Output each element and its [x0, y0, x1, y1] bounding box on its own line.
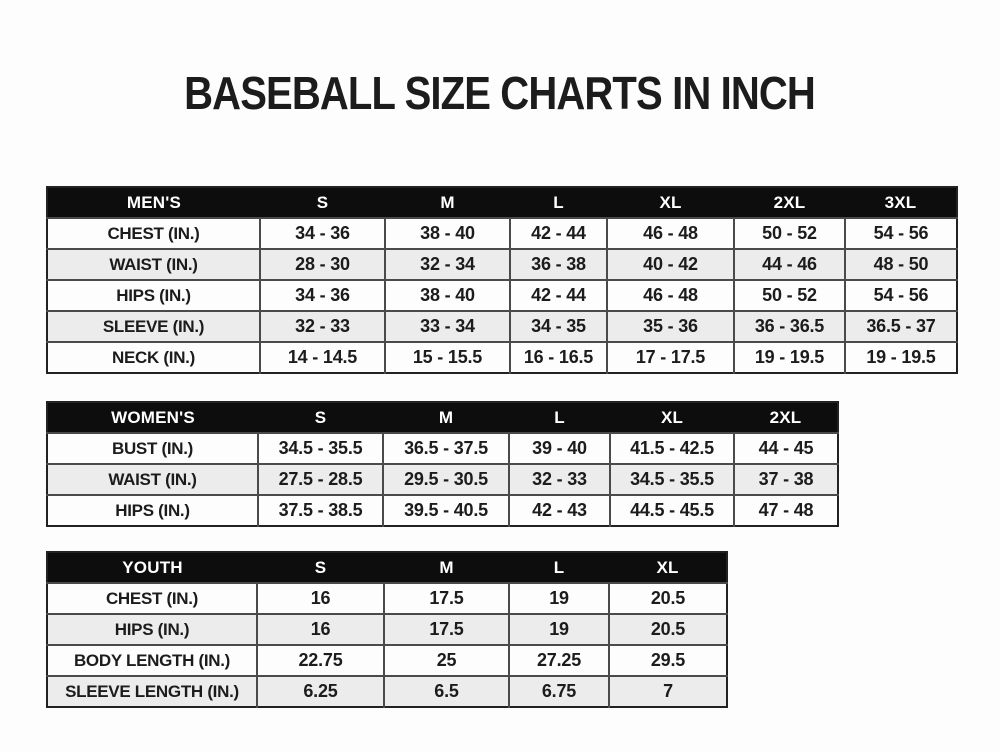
- cell: 6.25: [257, 676, 384, 707]
- cell: 19: [509, 614, 609, 645]
- womens-col-header-xl: XL: [610, 402, 734, 433]
- table-row: [47, 218, 957, 249]
- table-row: [47, 311, 957, 342]
- cell: 17 - 17.5: [607, 342, 734, 373]
- row-label: HIPS (IN.): [47, 495, 258, 526]
- womens-col-header-l: L: [509, 402, 610, 433]
- cell: 36 - 38: [510, 249, 607, 280]
- cell: 34.5 - 35.5: [610, 464, 734, 495]
- cell: 39 - 40: [509, 433, 610, 464]
- cell: 15 - 15.5: [385, 342, 510, 373]
- cell: 28 - 30: [260, 249, 385, 280]
- cell: 44 - 45: [734, 433, 838, 464]
- cell: 34.5 - 35.5: [258, 433, 383, 464]
- cell: 19 - 19.5: [734, 342, 845, 373]
- table-row: [47, 249, 957, 280]
- cell: 37.5 - 38.5: [258, 495, 383, 526]
- youth-col-header-xl: XL: [609, 552, 727, 583]
- cell: 44.5 - 45.5: [610, 495, 734, 526]
- cell: 38 - 40: [385, 218, 510, 249]
- cell: 17.5: [384, 614, 509, 645]
- row-label: SLEEVE LENGTH (IN.): [47, 676, 257, 707]
- cell: 46 - 48: [607, 218, 734, 249]
- cell: 19: [509, 583, 609, 614]
- cell: 29.5: [609, 645, 727, 676]
- page-title: BASEBALL SIZE CHARTS IN INCH: [184, 67, 816, 119]
- cell: 34 - 36: [260, 280, 385, 311]
- cell: 20.5: [609, 583, 727, 614]
- mens-col-header-s: S: [260, 187, 385, 218]
- row-label: BODY LENGTH (IN.): [47, 645, 257, 676]
- cell: 35 - 36: [607, 311, 734, 342]
- mens-col-header-2xl: 2XL: [734, 187, 845, 218]
- mens-col-header-xl: XL: [607, 187, 734, 218]
- cell: 6.5: [384, 676, 509, 707]
- mens-size-table: [46, 186, 958, 374]
- cell: 25: [384, 645, 509, 676]
- cell: 50 - 52: [734, 218, 845, 249]
- cell: 16 - 16.5: [510, 342, 607, 373]
- cell: 37 - 38: [734, 464, 838, 495]
- row-label: SLEEVE (IN.): [47, 311, 260, 342]
- cell: 34 - 36: [260, 218, 385, 249]
- cell: 32 - 33: [509, 464, 610, 495]
- womens-col-header-2xl: 2XL: [734, 402, 838, 433]
- row-label: WAIST (IN.): [47, 249, 260, 280]
- cell: 27.25: [509, 645, 609, 676]
- youth-header-row: [47, 552, 727, 583]
- table-row: [47, 464, 838, 495]
- cell: 16: [257, 614, 384, 645]
- cell: 47 - 48: [734, 495, 838, 526]
- table-row: [47, 676, 727, 707]
- youth-col-header-s: S: [257, 552, 384, 583]
- cell: 36.5 - 37: [845, 311, 957, 342]
- cell: 36 - 36.5: [734, 311, 845, 342]
- row-label: CHEST (IN.): [47, 583, 257, 614]
- womens-header-row: [47, 402, 838, 433]
- cell: 27.5 - 28.5: [258, 464, 383, 495]
- womens-col-header-s: S: [258, 402, 383, 433]
- cell: 29.5 - 30.5: [383, 464, 509, 495]
- cell: 19 - 19.5: [845, 342, 957, 373]
- cell: 41.5 - 42.5: [610, 433, 734, 464]
- cell: 44 - 46: [734, 249, 845, 280]
- cell: 6.75: [509, 676, 609, 707]
- table-row: [47, 583, 727, 614]
- womens-size-table: [46, 401, 839, 527]
- cell: 46 - 48: [607, 280, 734, 311]
- cell: 42 - 43: [509, 495, 610, 526]
- row-label: HIPS (IN.): [47, 614, 257, 645]
- youth-col-header-l: L: [509, 552, 609, 583]
- row-label: BUST (IN.): [47, 433, 258, 464]
- cell: 20.5: [609, 614, 727, 645]
- row-label: CHEST (IN.): [47, 218, 260, 249]
- cell: 34 - 35: [510, 311, 607, 342]
- youth-table-title: YOUTH: [47, 552, 257, 583]
- youth-size-table: [46, 551, 728, 708]
- mens-col-header-m: M: [385, 187, 510, 218]
- cell: 40 - 42: [607, 249, 734, 280]
- womens-col-header-m: M: [383, 402, 509, 433]
- mens-col-header-3xl: 3XL: [845, 187, 957, 218]
- table-row: [47, 342, 957, 373]
- cell: 50 - 52: [734, 280, 845, 311]
- table-row: [47, 280, 957, 311]
- mens-header-row: [47, 187, 957, 218]
- cell: 17.5: [384, 583, 509, 614]
- cell: 38 - 40: [385, 280, 510, 311]
- cell: 32 - 34: [385, 249, 510, 280]
- cell: 22.75: [257, 645, 384, 676]
- youth-col-header-m: M: [384, 552, 509, 583]
- title-wrap: [0, 66, 1000, 120]
- row-label: HIPS (IN.): [47, 280, 260, 311]
- cell: 32 - 33: [260, 311, 385, 342]
- table-row: [47, 645, 727, 676]
- table-row: [47, 495, 838, 526]
- cell: 36.5 - 37.5: [383, 433, 509, 464]
- mens-table-title: MEN'S: [47, 187, 260, 218]
- mens-col-header-l: L: [510, 187, 607, 218]
- cell: 14 - 14.5: [260, 342, 385, 373]
- cell: 48 - 50: [845, 249, 957, 280]
- cell: 42 - 44: [510, 218, 607, 249]
- womens-table-title: WOMEN'S: [47, 402, 258, 433]
- cell: 7: [609, 676, 727, 707]
- cell: 54 - 56: [845, 280, 957, 311]
- cell: 54 - 56: [845, 218, 957, 249]
- row-label: WAIST (IN.): [47, 464, 258, 495]
- cell: 33 - 34: [385, 311, 510, 342]
- cell: 39.5 - 40.5: [383, 495, 509, 526]
- table-row: [47, 614, 727, 645]
- row-label: NECK (IN.): [47, 342, 260, 373]
- cell: 16: [257, 583, 384, 614]
- table-row: [47, 433, 838, 464]
- cell: 42 - 44: [510, 280, 607, 311]
